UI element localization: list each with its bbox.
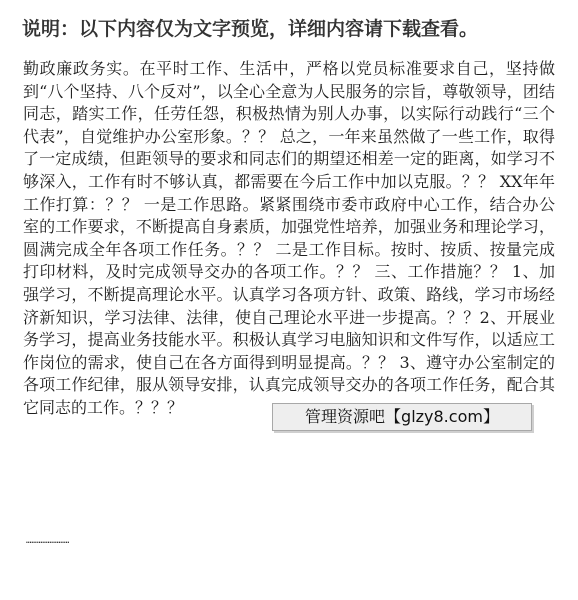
document-body [23, 58, 555, 420]
truncation-ellipsis: …………………… [26, 536, 70, 546]
site-watermark-label: 管理资源吧【glzy8.com】 [272, 403, 532, 431]
body-paragraph: 勤政廉政务实。在平时工作、生活中，严格以党员标准要求自己，坚持做到“八个坚持、八个反对”，以全心全意为人民服务的宗旨，尊敬领导，团结同志，踏实工作，任劳任怨，积极热情为别人办事，以实际行动践行“三个代表”，自觉维护办公室形象。？？ 总之，一年来虽然做了一些工作，取得了一定成绩，但距领导的要求和同志们的期望还相差一定的距离，如学习不够深入，工作有时不够认真，都需要在今后工作中加以克服。？？ XX年年工作打算：？？ 一是工作思路。紧紧围绕市委市政府中心工作，结合办公室的工作要求，不断提高自身素质，加强党性培养，加强业务和理论学习，圆满完成全年各项工作任务。？？ 二是工作目标。按时、按质、按量完成打印材料，及时完成领导交办的各项工作。？？ 三、工作措施？？ 1、加强学习，不断提高理论水平。认真学习各项方针、政策、路线，学习市场经济新知识，学习法律、法律，使自己理论水平进一步提高。？？2、开展业务学习，提高业务技能水平。积极认真学习电脑知识和文件写作，以适应工作岗位的需求，使自己在各方面得到明显提高。？？ 3、遵守办公室制定的各项工作纪律，服从领导安排，认真完成领导交办的各项工作任务，配合其它同志的工作。？？？ [23, 59, 555, 417]
preview-notice: 说明：以下内容仅为文字预览，详细内容请下载查看。 [22, 18, 479, 40]
